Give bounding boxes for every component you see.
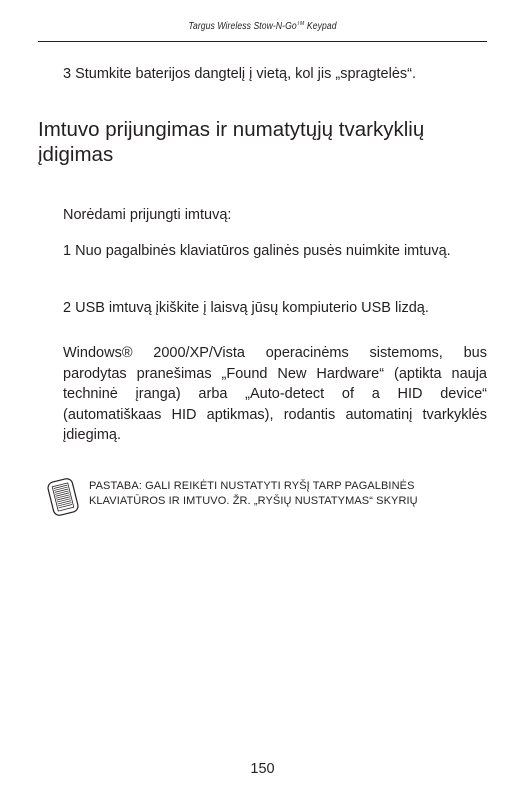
section-title-line-1: Imtuvo prijungimas ir numatytųjų tvarkyklių <box>38 118 425 141</box>
section-title-line-2: įdigimas <box>38 143 114 166</box>
header-rule <box>38 41 487 42</box>
note-pad-icon-graphic <box>46 476 80 518</box>
intro-paragraph: Norėdami prijungti imtuvą: <box>63 207 232 223</box>
step-3-text: 3 Stumkite baterijos dangtelį į vietą, kol jis „spragtelės“. <box>63 66 416 82</box>
trademark-mark: TM <box>296 21 305 27</box>
section-title <box>38 117 468 167</box>
header-suffix: Keypad <box>304 21 337 32</box>
step-1-paragraph: 1 Nuo pagalbinės klaviatūros galinės pusės nuimkite imtuvą. <box>63 243 451 259</box>
note-line-1: PASTABA: GALI REIKĖTI NUSTATYTI RYŠĮ TARP PAGALBINĖS <box>89 480 415 492</box>
note-pad-icon <box>46 476 80 518</box>
running-header <box>37 21 489 32</box>
note-text <box>89 479 489 509</box>
note-line-2: KLAVIATŪROS IR IMTUVO. ŽR. „RYŠIŲ NUSTATYMAS“ SKYRIŲ <box>89 495 418 507</box>
step-2-paragraph: 2 USB imtuvą įkiškite į laisvą jūsų kompiuterio USB lizdą. <box>63 300 429 316</box>
header-title: Targus Wireless Stow-N-Go <box>188 21 297 32</box>
page-number: 150 <box>250 761 275 777</box>
windows-paragraph: Windows® 2000/XP/Vista operacinėms sistemoms, bus parodytas pranešimas „Found New Hardware“ (aptikta nauja techninė įranga) arba „Auto-detect of a HID device“ (automatiškaas HID aptikmas), rodantis automatinį tvarkyklės įdiegimą. <box>63 345 487 443</box>
